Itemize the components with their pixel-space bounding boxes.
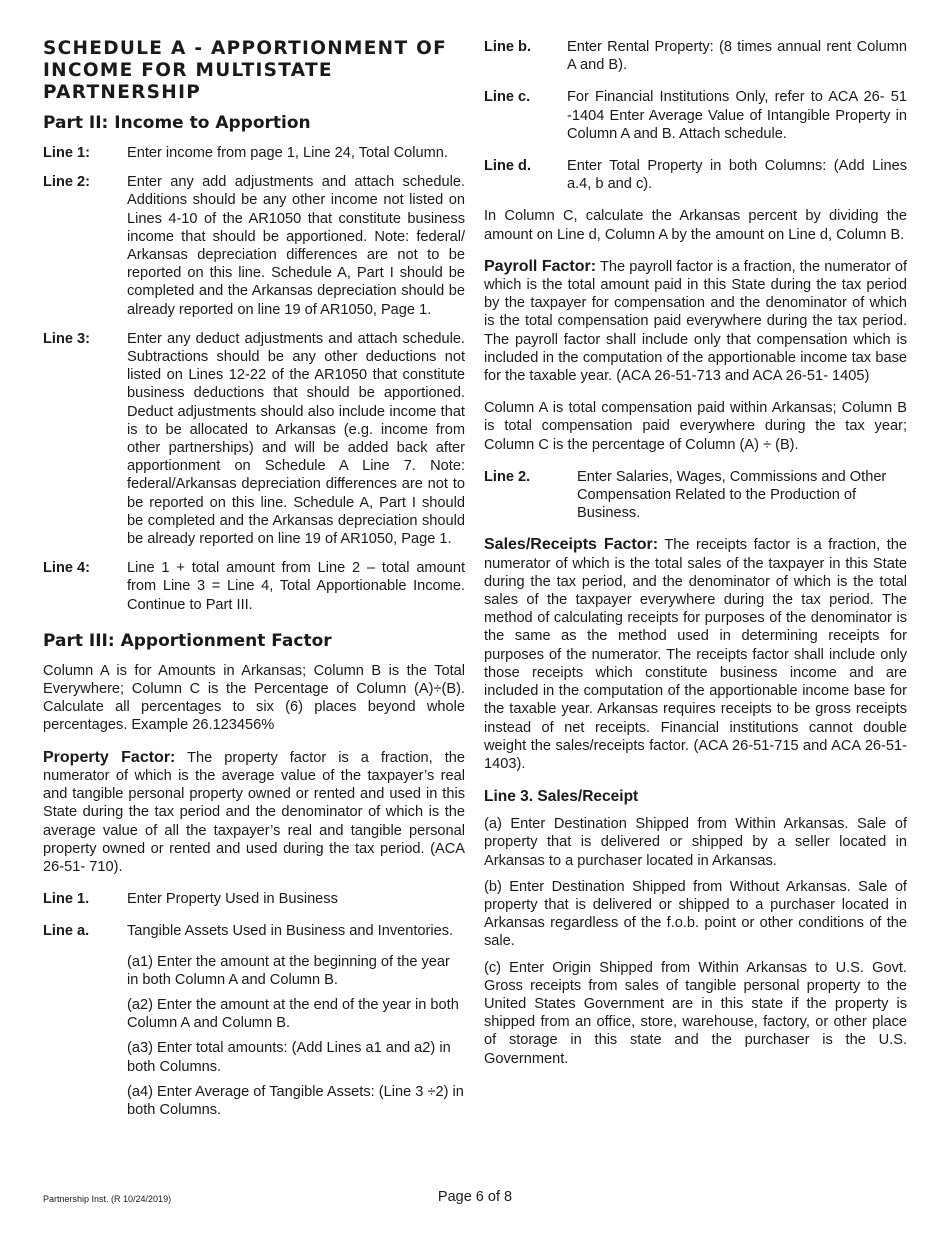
column-c-paragraph: In Column C, calculate the Arkansas percent by dividing the amount on Line d, Column A by the amount on Line d, Column B. [484, 208, 907, 243]
part2-line-4 [43, 559, 465, 614]
line-text: Enter income from page 1, Line 24, Total Column. [127, 145, 448, 161]
line-text: Enter Salaries, Wages, Commissions and Other Compensation Related to the Production of Business. [577, 468, 887, 522]
payroll-factor-text: The payroll factor is a fraction, the numerator of which is the total amount paid in this State during the tax period by the taxpayer for compensation and the denominator of which is the total compensation paid everywhere during the tax period. The payroll factor shall include only that compensation which is included in the computation of the apportionable income tax base for the taxable year. (ACA 26-51-713 and ACA 26-51- 1405) [484, 258, 908, 385]
page-number: Page 6 of 8 [437, 1189, 513, 1205]
line-text: For Financial Institutions Only, refer to ACA 26- 51 -1404 Enter Average Value of Intangible Property in Column A and B. Attach schedule. [567, 89, 907, 142]
part2-heading: Part II: Income to Apportion [43, 113, 311, 133]
property-line-a [43, 922, 465, 940]
payroll-factor-paragraph [484, 258, 907, 385]
property-factor-lead: Property Factor: [43, 748, 176, 766]
property-factor-text: The property factor is a fraction, the numerator of which is the average value of the taxpayer’s real and tangible personal property owned or rented and used in this State during the tax period and the denominator of which is the average value of all the taxpayer’s real and tangible personal property owned or rented and used during the tax period. (ACA 26-51- 710). [43, 749, 465, 875]
subitem-a3: (a3) Enter total amounts: (Add Lines a1 and a2) in both Columns. [127, 1040, 451, 1075]
sales-factor-paragraph [484, 536, 907, 773]
line-label: Line d. [484, 158, 532, 175]
subitem-a4: (a4) Enter Average of Tangible Assets: (Line 3 ÷2) in both Columns. [127, 1083, 464, 1118]
left-column [43, 38, 465, 1126]
part3-intro: Column A is for Amounts in Arkansas; Column B is the Total Everywhere; Column C is the Percentage of Column (A)÷(B). Calculate all percentages to six (6) places beyond whole percentages. Example 26.123456% [43, 662, 465, 734]
payroll-factor-lead: Payroll Factor: [484, 257, 597, 275]
line-label: Line 1. [43, 891, 90, 908]
subitem-a1: (a1) Enter the amount at the beginning of the year in both Column A and Column B. [127, 953, 450, 988]
line3-item-b: (b) Enter Destination Shipped from Without Arkansas. Sale of property that is delivered or shipped to a purchaser located in Arkansas regardless of the f.o.b. point or other conditions of the sale. [484, 878, 907, 950]
line-text: Tangible Assets Used in Business and Inventories. [127, 923, 454, 940]
line-label: Line 3: [43, 330, 91, 347]
line-text: Enter any add adjustments and attach schedule. Additions should be any other income not listed on Lines 4-10 of the AR1050 that constitute business income that should be apportioned. Note: federal/ Arkansas depreciation differences are not to be reported on this line. Schedule A, Part I should be completed and the Arkansas depreciation should be already reported on line 19 of AR1050, Page 1. [127, 174, 465, 318]
right-column [484, 38, 907, 1076]
property-line-d [484, 157, 907, 193]
line-text: Enter any deduct adjustments and attach schedule. Subtractions should be any other deductions not listed on Lines 12-22 of the AR1050 that constitute business deductions that should be apportioned. Deduct adjustments should also include income that is to be allocated to Arkansas (e.g. income from other partnerships) and will be added back after apportionment on Schedule A Line 7. Note: federal/Arkansas depreciation differences are not to be reported on this line. Schedule A, Part I should be completed and the Arkansas depreciation should be already reported on line 19 of AR1050, Page 1. [127, 330, 465, 548]
part2-line-3 [43, 330, 465, 548]
line-label: Line c. [484, 89, 531, 106]
part2-line-1 [43, 144, 465, 162]
sales-factor-text: The receipts factor is a fraction, the numerator of which is the total sales of the taxpayer in this State during the tax period, and the denominator of which is the total sales of the taxpayer everywhere during the tax period. The method of calculating receipts for purposes of the denominator is the same as the method used in determining receipts for purposes of the numerator. The receipts factor shall include only those receipts which constitute business income and are included in the computation of the apportionable income base for the taxable year. Arkansas requires receipts to be gross receipts instead of net receipts. Financial institutions cannot double weight the sales/receipts factor. (ACA 26-51-715 and ACA 26-51-1403). [484, 537, 908, 772]
subitem-a2: (a2) Enter the amount at the end of the year in both Column A and Column B. [127, 996, 459, 1032]
line-text: Enter Property Used in Business [127, 891, 338, 908]
property-line-1 [43, 890, 465, 908]
form-identifier: Partnership Inst. (R 10/24/2019) [43, 1194, 172, 1204]
part3-heading: Part III: Apportionment Factor [43, 630, 332, 651]
line-label: Line 4: [43, 560, 91, 577]
line-text: Enter Rental Property: (8 times annual rent Column A and B). [567, 39, 907, 74]
property-line-b [484, 38, 907, 74]
line-label: Line 2. [484, 468, 531, 485]
line3-item-c: (c) Enter Origin Shipped from Within Arkansas to U.S. Govt. Gross receipts from sales of tangible personal property to the United States Government are in this state if the property is shipped from an office, store, warehouse, factory, or other place of storage in this state and the purchaser is the U.S. Government. [484, 959, 907, 1067]
payroll-columns-paragraph: Column A is total compensation paid within Arkansas; Column B is total compensation paid everywhere during the tax year; Column C is the percentage of Column (A) ÷ (B). [484, 400, 907, 453]
property-factor-paragraph [43, 749, 465, 876]
sales-factor-lead: Sales/Receipts Factor: [484, 536, 659, 554]
line3-item-a: (a) Enter Destination Shipped from Within Arkansas. Sale of property that is delivered or shipped by a seller located in Arkansas to a purchaser located in Arkansas. [484, 816, 907, 869]
line-label: Line 2: [43, 174, 91, 191]
part2-line-2 [43, 173, 465, 319]
line-text: Line 1 + total amount from Line 2 – total amount from Line 3 = Line 4, Total Apportionable Income. Continue to Part III. [127, 560, 465, 613]
payroll-line-2 [484, 468, 907, 523]
line-text: Enter Total Property in both Columns: (Add Lines a.4, b and c). [567, 158, 907, 193]
property-line-c [484, 88, 907, 143]
line-label: Line a. [43, 923, 90, 940]
line3-heading: Line 3. Sales/Receipt [484, 788, 639, 806]
line-label: Line 1: [43, 145, 91, 161]
schedule-title: SCHEDULE A - APPORTIONMENT OF INCOME FOR MULTISTATE PARTNERSHIP [43, 38, 448, 103]
line-label: Line b. [484, 39, 532, 55]
